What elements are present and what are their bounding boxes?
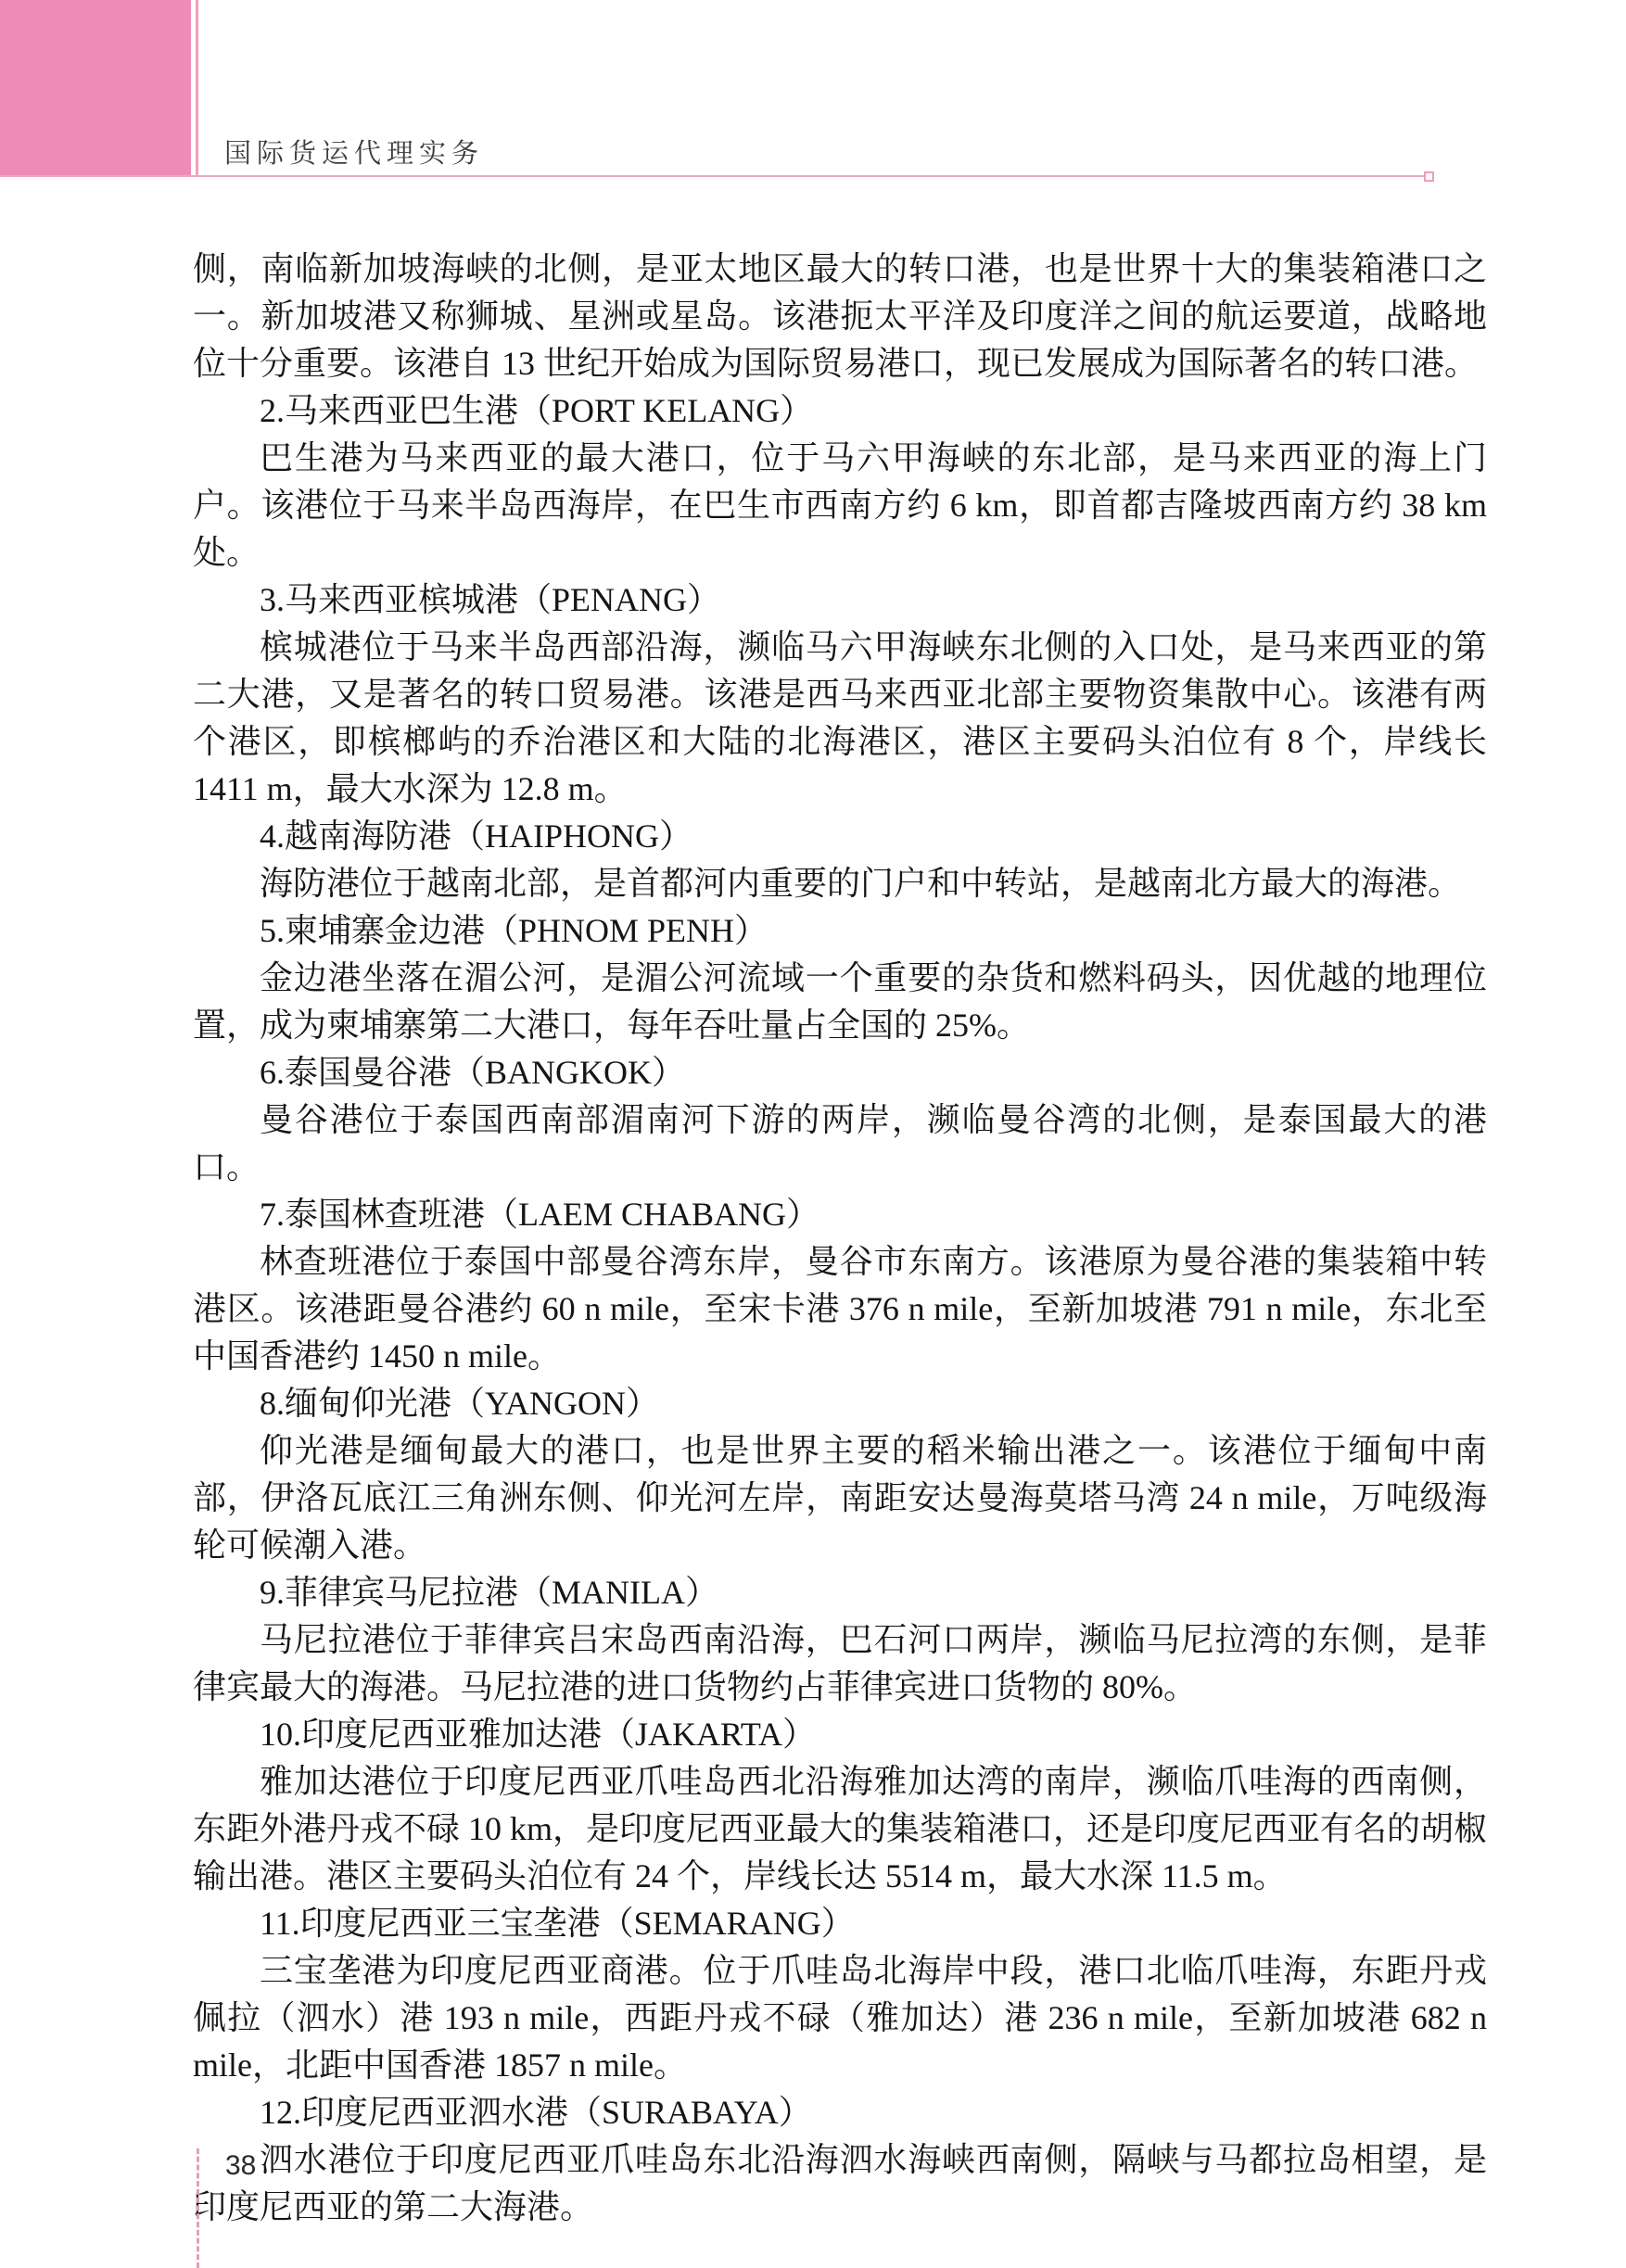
body-paragraph: 侧，南临新加坡海峡的北侧，是亚太地区最大的转口港，也是世界十大的集装箱港口之一。新加坡港又称狮城、星洲或星岛。该港扼太平洋及印度洋之间的航运要道，战略地位十分重要。该港自 13 世纪开始成为国际贸易港口，现已发展成为国际著名的转口港。 [193,250,1487,382]
body-paragraph: 泗水港位于印度尼西亚爪哇岛东北沿海泗水海峡西南侧，隔峡与马都拉岛相望，是印度尼西亚的第二大海港。 [193,2141,1487,2225]
section-heading: 8.缅甸仰光港（YANGON） [260,1385,659,1422]
section-heading: 10.印度尼西亚雅加达港（JAKARTA） [260,1716,816,1753]
section-heading: 2.马来西亚巴生港（PORT KELANG） [260,392,814,429]
section-heading: 9.菲律宾马尼拉港（MANILA） [260,1574,718,1611]
section-heading: 6.泰国曼谷港（BANGKOK） [260,1054,686,1091]
header-rule [0,175,1426,177]
page-number: 38 [225,2150,257,2181]
body-paragraph: 槟城港位于马来半岛西部沿海，濒临马六甲海峡东北侧的入口处，是马来西亚的第二大港，又是著名的转口贸易港。该港是西马来西亚北部主要物资集散中心。该港有两个港区，即槟榔屿的乔治港区和大陆的北海港区，港区主要码头泊位有 8 个，岸线长 1411 m，最大水深为 12.8 m。 [193,628,1487,807]
body-paragraph: 仰光港是缅甸最大的港口，也是世界主要的稻米输出港之一。该港位于缅甸中南部，伊洛瓦底江三角洲东侧、仰光河左岸，南距安达曼海莫塔马湾 24 n mile，万吨级海轮可候潮入港。 [193,1432,1487,1564]
body-paragraph: 雅加达港位于印度尼西亚爪哇岛西北沿海雅加达湾的南岸，濒临爪哇海的西南侧，东距外港丹戎不碌 10 km，是印度尼西亚最大的集装箱港口，还是印度尼西亚有名的胡椒输出港。港区主要码头泊位有 24 个，岸线长达 5514 m，最大水深 11.5 m。 [193,1763,1488,1894]
body-paragraph: 三宝垄港为印度尼西亚商港。位于爪哇岛北海岸中段，港口北临爪哇海，东距丹戎佩拉（泗水）港 193 n mile，西距丹戎不碌（雅加达）港 236 n mile，至新加坡港 682 n mile，北距中国香港 1857 n mile。 [193,1952,1487,2084]
section-heading: 3.马来西亚槟城港（PENANG） [260,581,721,618]
body-paragraph: 金边港坐落在湄公河，是湄公河流域一个重要的杂货和燃料码头，因优越的地理位置，成为柬埔寨第二大港口，每年吞吐量占全国的 25%。 [193,959,1487,1044]
body-paragraph: 林查班港位于泰国中部曼谷湾东岸，曼谷市东南方。该港原为曼谷港的集装箱中转港区。该港距曼谷港约 60 n mile，至宋卡港 376 n mile，至新加坡港 791 n mile，东北至中国香港约 1450 n mile。 [193,1243,1487,1375]
body-paragraph: 曼谷港位于泰国西南部湄南河下游的两岸，濒临曼谷湾的北侧，是泰国最大的港口。 [193,1101,1487,1185]
section-heading: 11.印度尼西亚三宝垄港（SEMARANG） [260,1905,855,1942]
section-heading: 12.印度尼西亚泗水港（SURABAYA） [260,2094,812,2131]
document-body [193,246,1487,2231]
section-heading: 7.泰国林查班港（LAEM CHABANG） [260,1196,820,1233]
header-accent-block [0,0,191,175]
footer-dashed-rule [197,2148,199,2268]
body-paragraph: 海防港位于越南北部，是首都河内重要的门户和中转站，是越南北方最大的海港。 [260,865,1462,902]
section-heading: 5.柬埔寨金边港（PHNOM PENH） [260,912,769,949]
body-paragraph: 巴生港为马来西亚的最大港口，位于马六甲海峡的东北部，是马来西亚的海上门户。该港位于马来半岛西海岸，在巴生市西南方约 6 km，即首都吉隆坡西南方约 38 km 处。 [193,439,1487,571]
page-header-title: 国际货运代理实务 [224,139,485,169]
body-paragraph: 马尼拉港位于菲律宾吕宋岛西南沿海，巴石河口两岸，濒临马尼拉湾的东侧，是菲律宾最大的海港。马尼拉港的进口货物约占菲律宾进口货物的 80%。 [193,1621,1487,1705]
header-vertical-rule [196,0,198,175]
section-heading: 4.越南海防港（HAIPHONG） [260,817,692,855]
header-rule-endcap [1424,171,1434,182]
